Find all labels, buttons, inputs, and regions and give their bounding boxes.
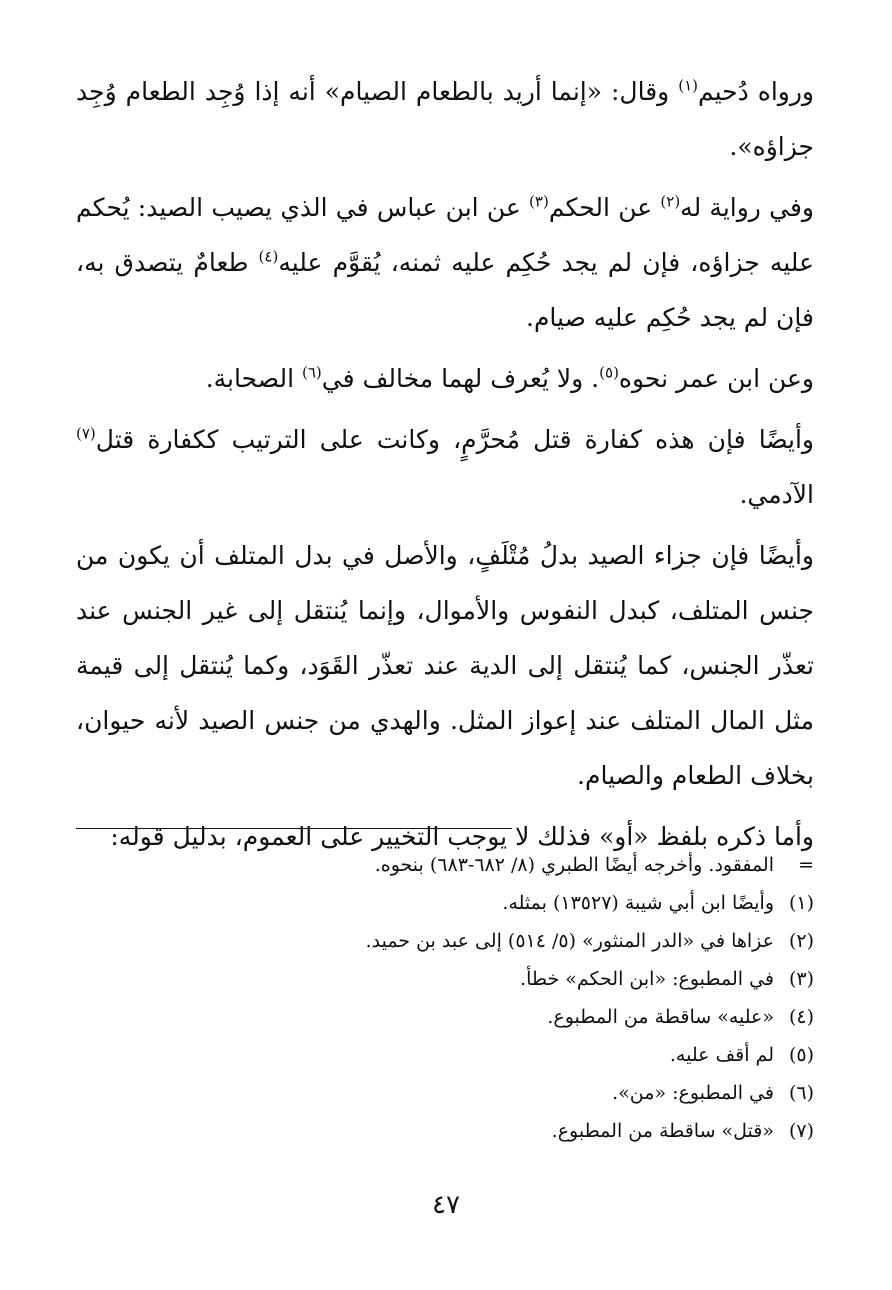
text-segment: الآدمي. xyxy=(739,480,814,509)
text-segment: ورواه دُحيم xyxy=(697,77,814,106)
paragraph xyxy=(76,351,814,406)
footnote-text: المفقود. وأخرجه أيضًا الطبري (٨/ ٦٨٢-٦٨٣) بنحوه. xyxy=(374,854,774,876)
text-segment: طعامٌ يتصدق به، فإن لم يجد حُكِم عليه صيام. xyxy=(76,248,814,332)
footnote-ref: (٢) xyxy=(660,192,681,211)
text-segment: وفي رواية له xyxy=(680,193,814,222)
text-segment: وأيضًا فإن جزاء الصيد بدلُ مُتْلَفٍ، والأصل في بدل المتلف أن يكون من جنس المتلف، كبدل النفوس والأموال، وإنما يُنتقل إلى غير الجنس عند تعذّر الجنس، كما يُنتقل إلى الدية عند تعذّر القَوَد، وكما يُنتقل إلى قيمة مثل المال المتلف عند إعواز المثل. والهدي من جنس الصيد لأنه حيوان، بخلاف الطعام والصيام. xyxy=(76,541,814,790)
footnotes xyxy=(76,846,814,1150)
page-number: ٤٧ xyxy=(432,1190,460,1220)
footnote xyxy=(76,846,814,884)
footnote-number: (٣) xyxy=(788,968,814,990)
footnote-text: في المطبوع: «ابن الحكم» خطأ. xyxy=(520,968,774,990)
footnote-ref: (٣) xyxy=(529,192,549,211)
text-segment: وقال: «إنما أريد بالطعام الصيام» أنه إذا وُجِد الطعام وُجِد جزاؤه». xyxy=(76,77,814,161)
footnote-number: (٥) xyxy=(788,1044,814,1066)
footnote xyxy=(76,1112,814,1150)
text-segment: عن الحكم xyxy=(548,193,661,222)
footnote-number: (٧) xyxy=(788,1120,814,1142)
footnote xyxy=(76,998,814,1036)
paragraph xyxy=(76,180,814,345)
footnote-text: في المطبوع: «من». xyxy=(612,1082,774,1104)
text-segment: . ولا يُعرف لهما مخالف في xyxy=(321,364,600,393)
footnote-text: وأيضًا ابن أبي شيبة (١٣٥٢٧) بمثله. xyxy=(502,892,774,914)
footnote-ref: (٧) xyxy=(76,424,96,443)
text-segment: وأيضًا فإن هذه كفارة قتل مُحرَّمٍ، وكانت على الترتيب ككفارة قتل xyxy=(95,425,814,454)
footnote-ref: (٥) xyxy=(599,363,619,382)
footnote-text: عزاها في «الدر المنثور» (٥/ ٥١٤) إلى عبد بن حميد. xyxy=(365,930,774,952)
footnote-ref: (١) xyxy=(678,76,698,95)
footnote xyxy=(76,922,814,960)
footnote-text: «عليه» ساقطة من المطبوع. xyxy=(547,1006,774,1028)
footnote-separator xyxy=(76,828,512,829)
footnote xyxy=(76,1074,814,1112)
text-segment: الصحابة. xyxy=(205,364,302,393)
footnote-text: «قتل» ساقطة من المطبوع. xyxy=(551,1120,774,1142)
footnote-number: (٦) xyxy=(788,1082,814,1104)
paragraph xyxy=(76,412,814,522)
footnote-ref: (٦) xyxy=(301,363,322,382)
footnote-number: (٢) xyxy=(788,930,814,952)
footnote xyxy=(76,960,814,998)
main-text xyxy=(76,64,814,864)
footnote-ref: (٤) xyxy=(258,247,279,266)
text-segment: عن ابن عباس في الذي يصيب الصيد: يُحكم عليه جزاؤه، فإن لم يجد حُكِم عليه ثمنه، يُقوَّم عليه xyxy=(76,193,814,277)
paragraph xyxy=(76,528,814,803)
footnote-number: (١) xyxy=(788,892,814,914)
footnote xyxy=(76,1036,814,1074)
footnote-number: (٤) xyxy=(788,1006,814,1028)
footnote-number: = xyxy=(798,854,814,876)
text-segment: وعن ابن عمر نحوه xyxy=(618,364,814,393)
footnote xyxy=(76,884,814,922)
footnote-text: لم أقف عليه. xyxy=(669,1044,774,1066)
text-segment: وأما ذكره بلفظ «أو» فذلك لا يوجب التخيير على العموم، بدليل قوله: xyxy=(110,822,814,851)
paragraph xyxy=(76,64,814,174)
